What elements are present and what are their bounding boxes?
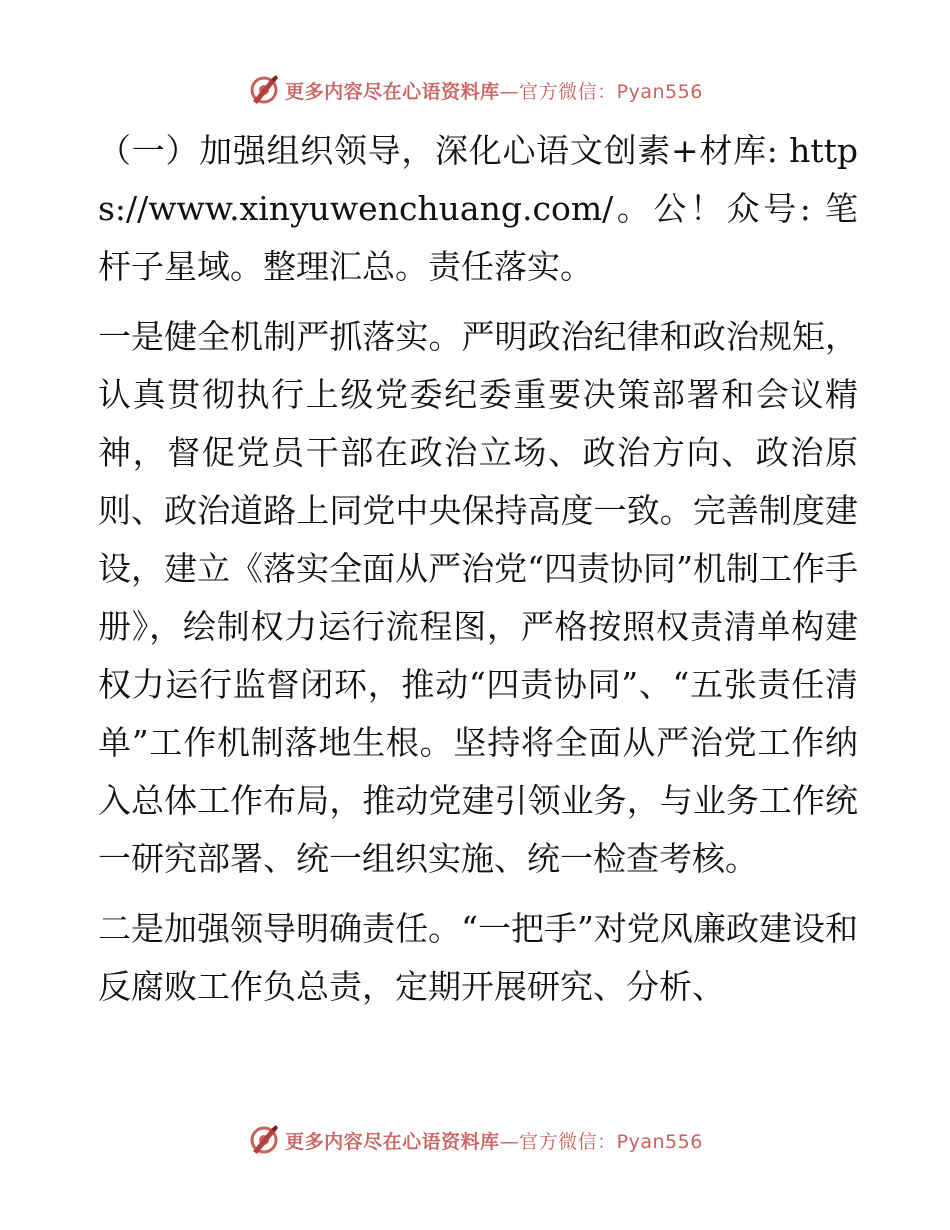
paragraph-2: 一是健全机制严抓落实。严明政治纪律和政治规矩，认真贯彻执行上级党委纪委重要决策部署和会议精神，督促党员干部在政治立场、政治方向、政治原则、政治道路上同党中央保持高度一致。完善制度建设，建立《落实全面从严治党“四责协同”机制工作手册》，绘制权力运行流程图，严格按照权责清单构建权力运行监督闭环，推动“四责协同”、“五张责任清单”工作机制落地生根。坚持将全面从严治党工作纳入总体工作布局，推动党建引领业务，与业务工作统一研究部署、统一组织实施、统一检查考核。 — [98, 317, 858, 878]
banner-text — [285, 77, 703, 104]
banner-title: 更多内容尽在心语资料库 — [285, 1130, 500, 1153]
banner-contact: 官方微信：Pyan556 — [519, 80, 703, 103]
document-body — [98, 122, 858, 1016]
banner-title: 更多内容尽在心语资料库 — [285, 80, 500, 103]
banner-dash: — — [499, 80, 520, 103]
footer-banner — [0, 1122, 950, 1158]
banner-contact: 官方微信：Pyan556 — [519, 1130, 703, 1153]
banner-text — [285, 1127, 703, 1154]
paragraph-3: 二是加强领导明确责任。“一把手”对党风廉政建设和反腐败工作负总责，定期开展研究、分析、 — [98, 909, 858, 1006]
paragraph-1: （一）加强组织领导，深化心语文创素+材库: https://www.xinyuwenchuang.com/。公！众号: 笔杆子星域。整理汇总。责任落实。 — [98, 131, 858, 286]
banner-dash: — — [499, 1130, 520, 1153]
header-banner — [0, 72, 950, 108]
brush-logo-icon — [247, 73, 281, 107]
brush-logo-icon — [247, 1123, 281, 1157]
